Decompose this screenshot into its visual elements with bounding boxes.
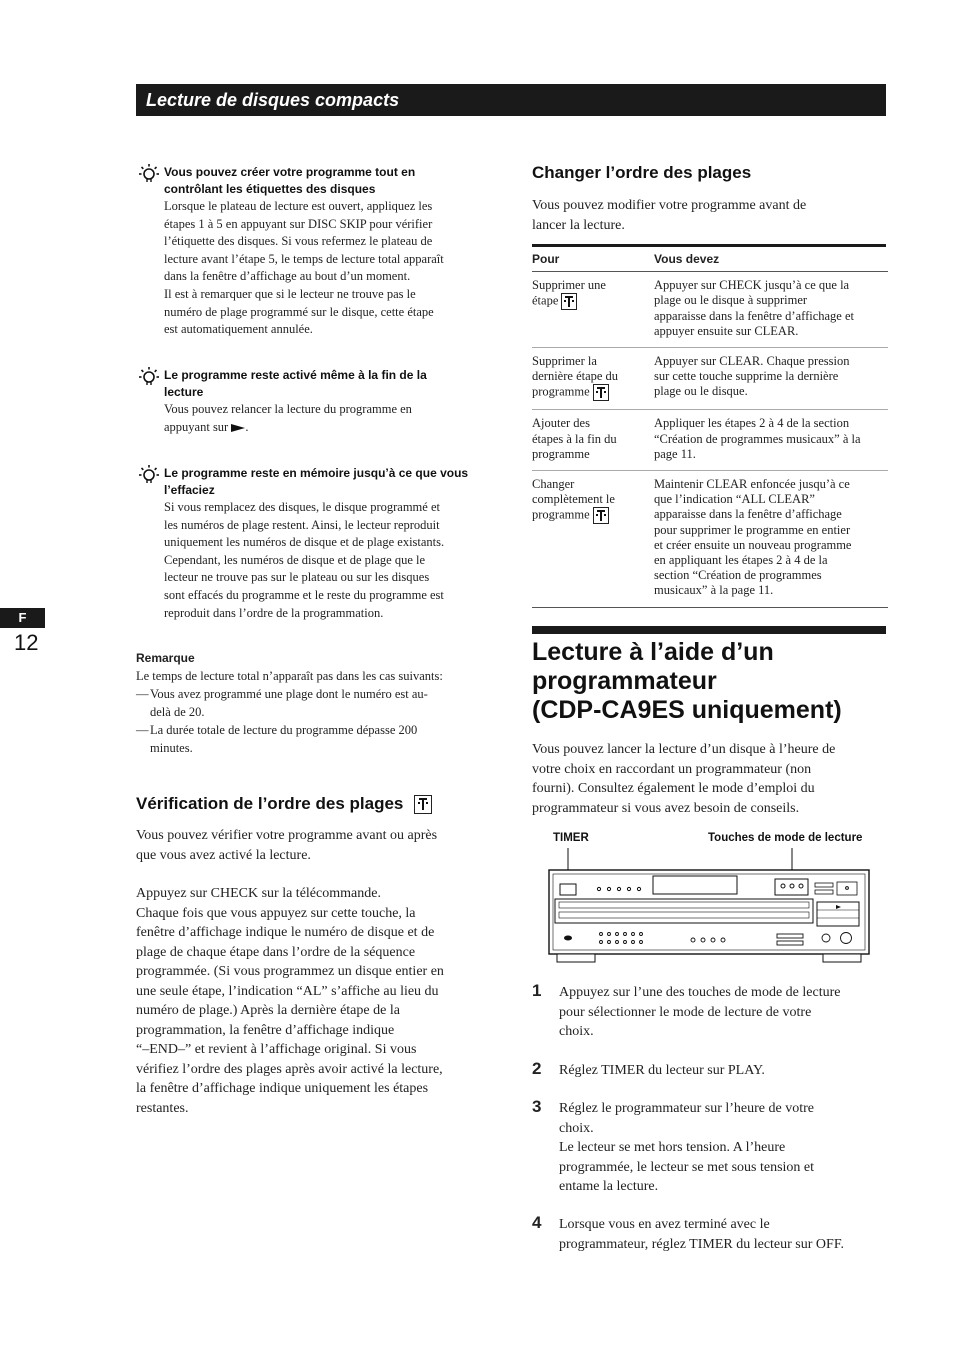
tip-lightbulb-icon — [137, 162, 159, 184]
program-icon — [414, 795, 432, 814]
table-row: Ajouter des étapes à la fin du programme Appliquer les étapes 2 à 4 de la section “Création de programmes musicaux” à la page 11. — [532, 410, 888, 471]
table-top-rule — [532, 244, 886, 247]
play-icon — [231, 424, 245, 432]
tip-title: contrôlant les étiquettes des disques — [164, 182, 376, 196]
verification-body: Appuyez sur CHECK sur la télécommande. Chaque fois que vous appuyez sur cette touche, la fenêtre d’affichage indique le numéro de disque et de plage de chaque étape dans l’ordre de la séquence programmée. (Si vous programmez un disque entier en une seule étape, l’indication “AL” s’affiche au lieu du numéro de plage.) Après la dernière étape de la programmation, la fenêtre d’affichage indique “–END–” et revient à l’affichage original. Si vous vérifiez l’ordre des plages après avoir activé la lecture, la fenêtre d’affichage indique uniquement les étapes restantes. — [136, 886, 444, 1116]
remark-item: — La durée totale de lecture du programme dépasse 200 minutes. — [136, 723, 418, 755]
language-tab: F — [0, 608, 45, 628]
tip-title: Vous pouvez créer votre programme tout en — [164, 165, 416, 179]
step-4: 4 Lorsque vous en avez terminé avec le programmateur, réglez TIMER du lecteur sur OFF. — [532, 1213, 844, 1252]
tip-body: Vous pouvez relancer la lecture du programme en appuyant sur . — [164, 402, 412, 434]
table-row: Supprimer la dernière étape du programme Appuyer sur CLEAR. Chaque pression sur cette touche supprime la dernière plage ou le disque. — [532, 348, 888, 410]
program-icon — [561, 293, 577, 310]
page-number: 12 — [14, 630, 39, 655]
diagram-label-modes: Touches de mode de lecture — [708, 832, 863, 844]
tip-lightbulb-icon — [137, 463, 159, 485]
table-row: Supprimer une étape Appuyer sur CHECK jusqu’à ce que la plage ou le disque à supprimer apparaisse dans la fenêtre d’affichage et appuyer ensuite sur CLEAR. — [532, 272, 888, 348]
change-order-heading: Changer l’ordre des plages — [532, 163, 752, 182]
remark-intro: Le temps de lecture total n’apparaît pas dans les cas suivants: — [136, 669, 443, 683]
program-icon — [593, 384, 609, 401]
timer-section-title: Lecture à l’aide d’un programmateur (CDP-CA9ES uniquement) — [532, 638, 842, 724]
cd-player-diagram — [545, 848, 875, 971]
tip-title: l’effaciez — [164, 483, 215, 497]
change-order-table — [532, 248, 888, 608]
tip-title: lecture — [164, 385, 204, 399]
remark-title: Remarque — [136, 651, 195, 665]
table-header-pour: Pour — [532, 248, 654, 272]
table-row: Changer complètement le programme Maintenir CLEAR enfoncée jusqu’à ce que l’indication “ALL CLEAR” apparaisse dans la fenêtre d’affichage pour supprimer le programme en entier et créer ensuite un nouveau programme en appliquant les étapes 2 à 4 de la section “Création de programmes musicaux” à la page 11. — [532, 471, 888, 608]
diagram-label-timer: TIMER — [553, 832, 589, 844]
tip-title: Le programme reste activé même à la fin de la — [164, 368, 427, 382]
tip-body: Si vous remplacez des disques, le disque programmé et les numéros de plage restent. Ainsi, le lecteur reproduit uniquement les numéros de disque et de plage existants. Cependant, les numéros de disque et de plage que le lecteur ne trouve pas sur le plateau ou sur les disques sont effacés du programme et le reste du programme est reproduit dans l’ordre de la programmation. — [164, 500, 445, 620]
step-3: 3 Réglez le programmateur sur l’heure de votre choix. Le lecteur se met hors tension. A l’heure programmée, le lecteur se met sous tension et entame la lecture. — [532, 1097, 815, 1194]
program-icon — [593, 507, 609, 524]
step-2: 2 Réglez TIMER du lecteur sur PLAY. — [532, 1059, 765, 1078]
table-header-devez: Vous devez — [654, 248, 888, 272]
section-header-title: Lecture de disques compacts — [146, 90, 400, 110]
verification-intro: Vous pouvez vérifier votre programme avant ou après que vous avez activé la lecture. — [136, 828, 438, 863]
change-order-intro: Vous pouvez modifier votre programme avant de lancer la lecture. — [532, 198, 807, 233]
tip-lightbulb-icon — [137, 365, 159, 387]
step-1: 1 Appuyez sur l’une des touches de mode de lecture pour sélectionner le mode de lecture de votre choix. — [532, 981, 841, 1039]
tip-body: Lorsque le plateau de lecture est ouvert, appliquez les étapes 1 à 5 en appuyant sur DISC SKIP pour vérifier l’étiquette des disques. Si vous refermez le plateau de lecture avant l’étape 5, le temps de lecture total apparaît dans la fenêtre d’affichage au bout d’un moment. Il est à remarquer que si le lecteur ne trouve pas le numéro de plage programmé sur le disque, cette étape est automatiquement annulée. — [164, 199, 444, 337]
timer-intro: Vous pouvez lancer la lecture d’un disque à l’heure de votre choix en raccordant un programmateur (non fourni). Consultez également le mode d’emploi du programmateur si vous avez besoin de conseils. — [532, 742, 836, 816]
tip-title: Le programme reste en mémoire jusqu’à ce que vous — [164, 466, 469, 480]
remark-item: — Vous avez programmé une plage dont le numéro est au- delà de 20. — [136, 687, 428, 719]
verification-heading: Vérification de l’ordre des plages — [136, 794, 404, 813]
section-rule — [532, 626, 886, 634]
